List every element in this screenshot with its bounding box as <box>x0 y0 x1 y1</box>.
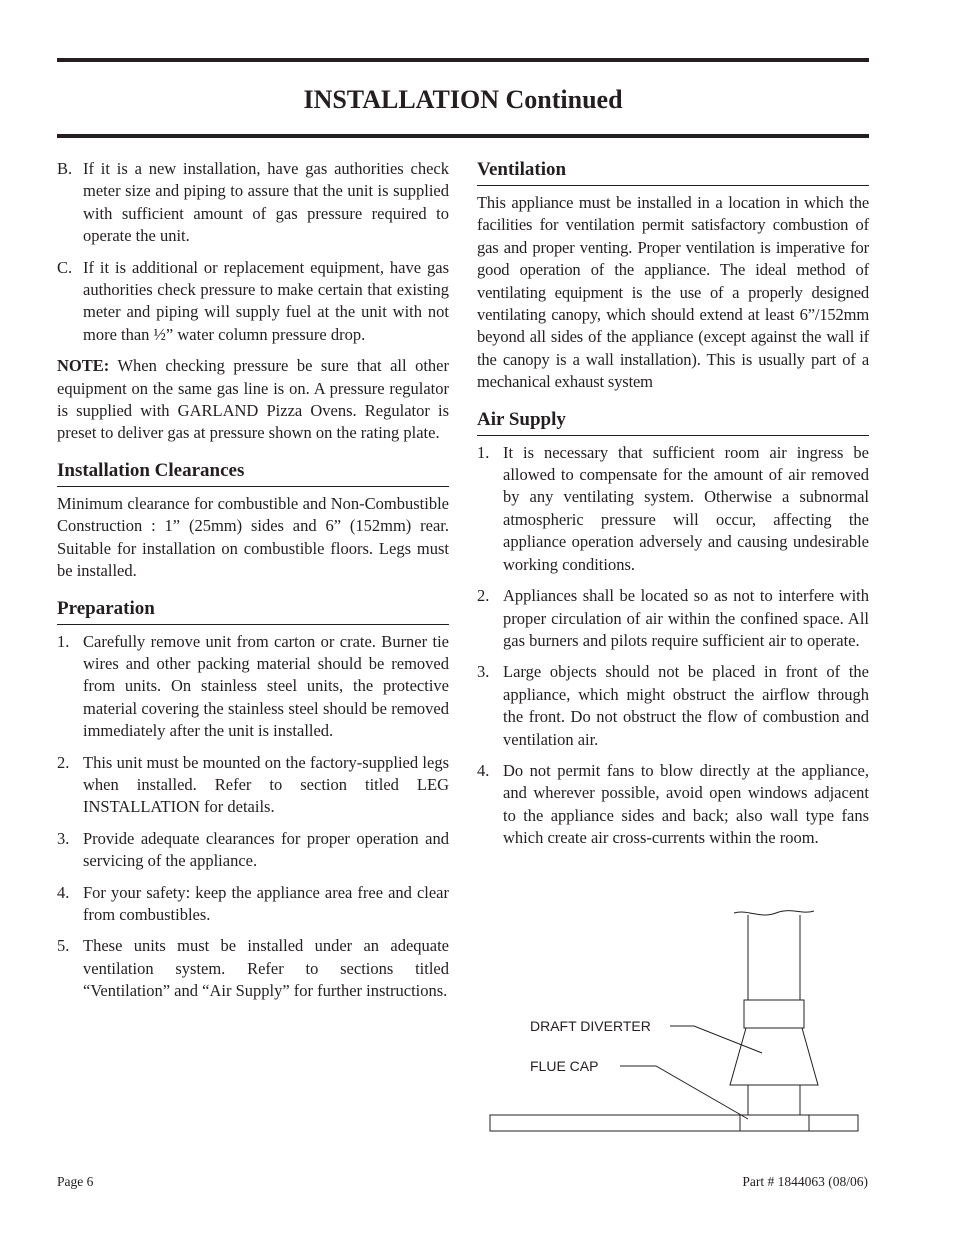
list-item-text: Carefully remove unit from carton or crate. Burner tie wires and other packing material should be removed from units. On stainless steel units, the protective material covering the stainless steel should be removed immediately after the unit is installed. <box>83 631 449 741</box>
ventilation-heading: Ventilation <box>477 158 869 186</box>
list-marker: 2. <box>477 586 490 606</box>
list-marker: 1. <box>477 442 490 462</box>
ventilation-text: This appliance must be installed in a location in which the facilities for ventilation permit satisfactory combustion of gas and proper venting. Proper ventilation is imperative for good operation of the appliance. The ideal method of ventilating equipment is the use of a properly designed ventilating canopy, which should extend at least 6”/152mm beyond all sides of the appliance (except against the wall if the canopy is a wall installation). This is usually part of a mechanical exhaust system <box>477 193 869 392</box>
clearances-text: Minimum clearance for combustible and Non-Combustible Construction : 1” (25mm) sides and 6” (152mm) rear. Suitable for installation on combustible floors. Legs must be installed. <box>57 493 449 581</box>
list-marker: 2. <box>57 752 70 772</box>
flue-diagram <box>480 895 870 1140</box>
list-item <box>477 661 869 751</box>
left-column <box>57 158 449 1012</box>
page-number: Page 6 <box>57 1174 94 1189</box>
list-item <box>57 752 449 819</box>
preparation-heading: Preparation <box>57 597 449 625</box>
list-item <box>57 935 449 1002</box>
header-rule-bottom <box>57 134 869 138</box>
list-item <box>57 828 449 873</box>
clearances-heading: Installation Clearances <box>57 459 449 487</box>
page-title: INSTALLATION Continued <box>303 85 623 114</box>
header-rule-top <box>57 58 869 62</box>
flue-cap-shape <box>748 1085 800 1115</box>
list-item-text: If it is additional or replacement equipment, have gas authorities check pressure to make certain that existing meter and piping will supply fuel at the unit with not more than ½” water column pressure drop. <box>83 257 449 344</box>
break-line <box>734 911 814 915</box>
list-item-text: This unit must be mounted on the factory-supplied legs when installed. Refer to section titled LEG INSTALLATION for details. <box>83 752 449 817</box>
list-item <box>477 585 869 652</box>
list-marker: 4. <box>477 760 490 780</box>
list-marker: 3. <box>57 828 70 848</box>
appliance-top <box>490 1115 858 1131</box>
list-marker: 5. <box>57 936 70 956</box>
list-item <box>57 882 449 927</box>
draft-diverter-label: DRAFT DIVERTER <box>530 1018 651 1034</box>
list-item <box>477 442 869 576</box>
air-supply-heading: Air Supply <box>477 408 869 436</box>
draft-diverter-shape <box>730 1028 818 1085</box>
list-item-gas-c <box>57 257 449 347</box>
list-item <box>57 631 449 743</box>
list-marker: B. <box>57 159 73 178</box>
right-column <box>477 158 869 859</box>
flue-cap-leader <box>620 1066 748 1119</box>
list-item-text: Provide adequate clearances for proper operation and servicing of the appliance. <box>83 828 449 871</box>
list-marker: 4. <box>57 882 70 902</box>
list-item-text: Large objects should not be placed in front of the appliance, which might obstruct the airflow through the front. Do not obstruct the flow of combustion and ventilation air. <box>503 662 869 749</box>
list-marker: 3. <box>477 662 490 682</box>
list-item-text: It is necessary that sufficient room air ingress be allowed to compensate for the amount of air removed by any ventilating system. Otherwise a subnormal atmospheric pressure will occur, affecting the appliance operation adversely and causing undesirable working conditions. <box>503 442 869 574</box>
list-item-text: For your safety: keep the appliance area free and clear from combustibles. <box>83 882 449 924</box>
flue-collar <box>744 1000 804 1028</box>
list-marker: 1. <box>57 631 70 651</box>
list-item-text: Appliances shall be located so as not to interfere with proper circulation of air within the confined space. All gas burners and pilots require sufficient air to operate. <box>503 586 869 650</box>
list-item-text: These units must be installed under an adequate ventilation system. Refer to sections titled “Ventilation” and “Air Supply” for further instructions. <box>83 936 449 1001</box>
list-item <box>477 760 869 850</box>
list-item-text: Do not permit fans to blow directly at the appliance, and wherever possible, avoid open windows adjacent to the appliance sides and back; also wall type fans which create air cross-currents within the room. <box>503 760 869 848</box>
flue-cap-label: FLUE CAP <box>530 1058 599 1074</box>
list-item-gas-b <box>57 158 449 248</box>
note-text: When checking pressure be sure that all other equipment on the same gas line is on. A pressure regulator is supplied with GARLAND Pizza Ovens. Regulator is preset to deliver gas at pressure shown on the rating plate. <box>57 356 449 443</box>
list-marker: C. <box>57 257 73 277</box>
note-label: NOTE: <box>57 356 110 376</box>
note-paragraph <box>57 355 449 445</box>
part-number: Part # 1844063 (08/06) <box>742 1174 868 1189</box>
list-item-text: If it is a new installation, have gas authorities check meter size and piping to assure that the unit is supplied with sufficient amount of gas pressure required to operate the unit. <box>83 159 449 246</box>
